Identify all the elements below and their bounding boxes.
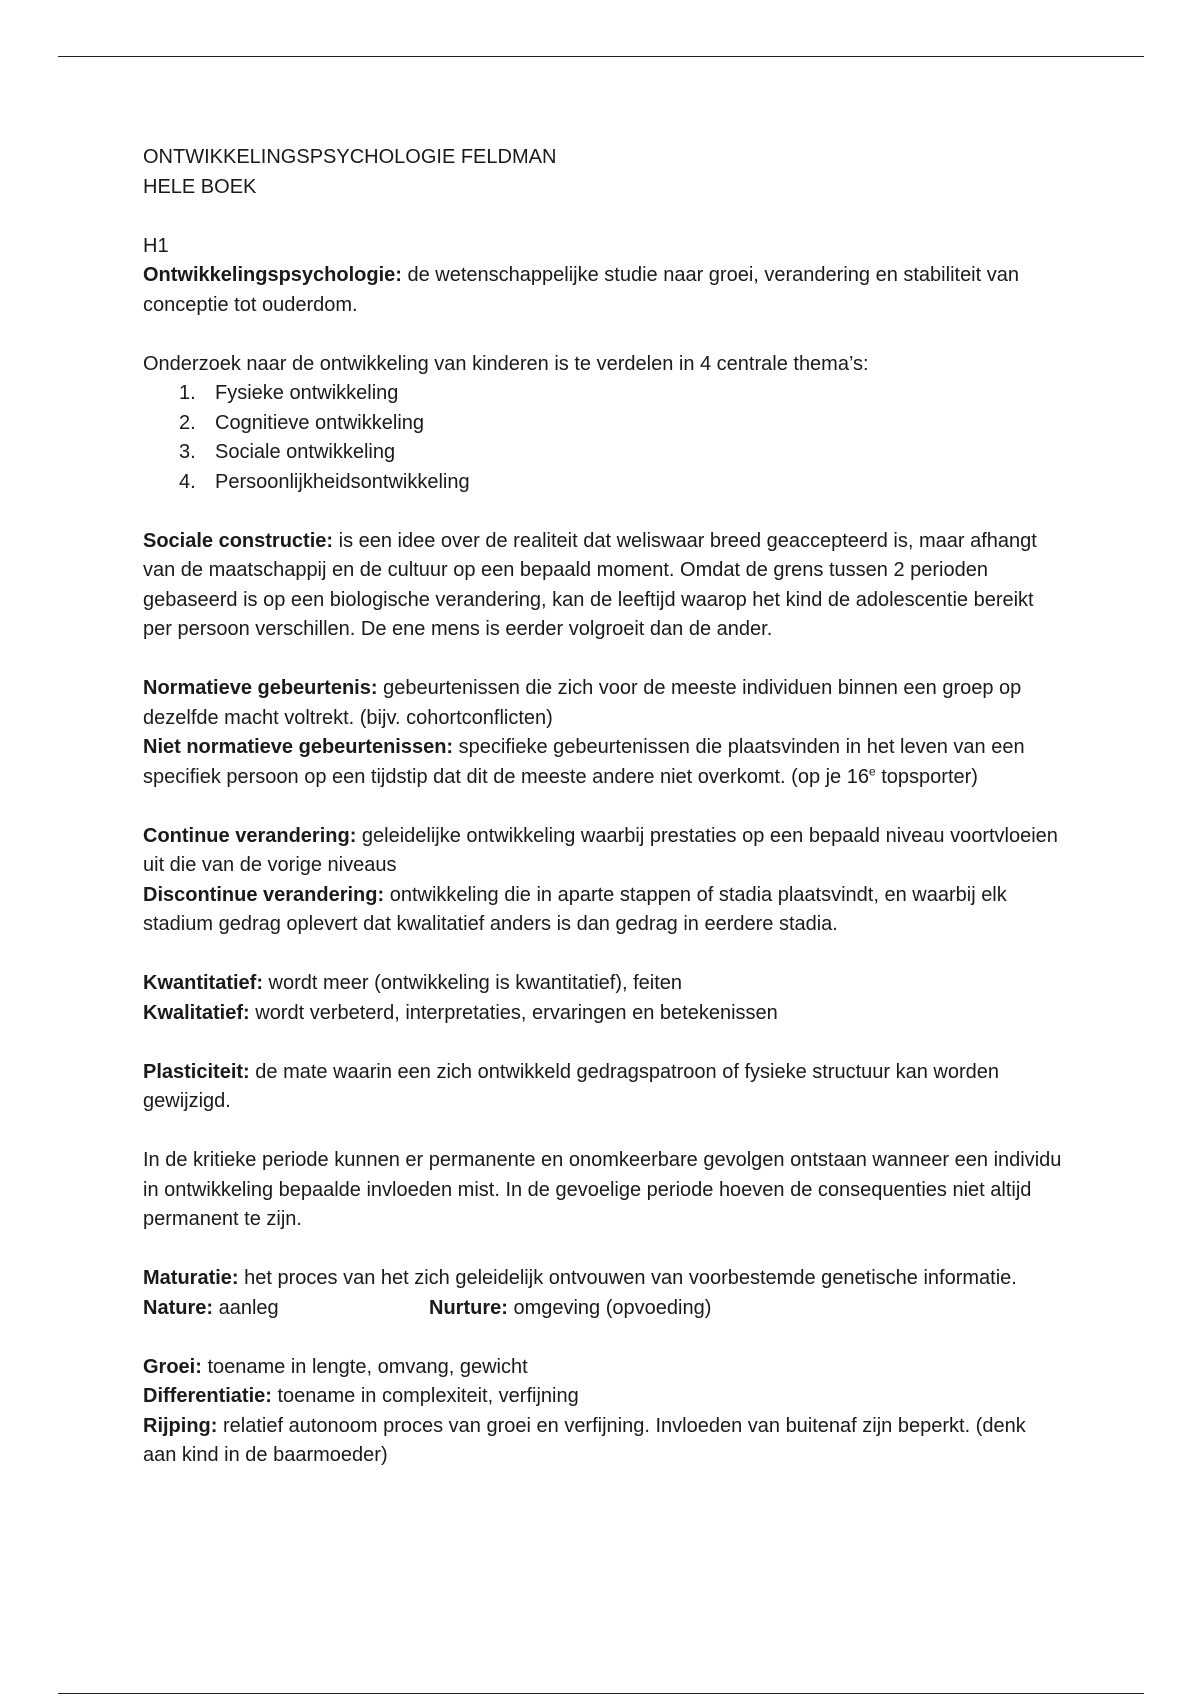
list-label: Fysieke ontwikkeling xyxy=(215,382,399,404)
definition-rijping xyxy=(143,1412,1063,1471)
definition-groei xyxy=(143,1353,1063,1383)
term: Nature: xyxy=(143,1296,214,1319)
definition-text: de wetenschappelijke studie naar groei, verandering en stabiliteit van conceptie tot ouderdom. xyxy=(143,264,1019,316)
definition-discontinue-verandering xyxy=(143,881,1063,940)
document-subtitle: HELE BOEK xyxy=(143,175,257,198)
definition-text: wordt verbeterd, interpretaties, ervaringen en betekenissen xyxy=(249,1001,778,1024)
chapter-heading: H1 xyxy=(143,234,169,257)
list-item xyxy=(143,409,1063,439)
top-rule xyxy=(58,56,1144,57)
list-item xyxy=(143,379,1063,409)
term: Kwantitatief: xyxy=(143,972,263,994)
definition-kwalitatief xyxy=(143,999,1063,1029)
bottom-rule xyxy=(58,1693,1144,1694)
definition-sociale-constructie xyxy=(143,527,1063,645)
list-number: 2. xyxy=(179,411,196,434)
list-item xyxy=(143,468,1063,498)
definition-text: toename in lengte, omvang, gewicht xyxy=(201,1355,528,1378)
term: Groei: xyxy=(143,1355,202,1378)
list-number: 3. xyxy=(179,441,196,463)
definition-normatieve-gebeurtenis xyxy=(143,674,1063,733)
kritieke-periode-paragraph: In de kritieke periode kunnen er permanente en onomkeerbare gevolgen ontstaan wanneer een individu in ontwikkeling bepaalde invloeden mist. In de gevoelige periode hoeven de consequenties niet altijd permanent te zijn. xyxy=(143,1149,1062,1230)
term: Maturatie: xyxy=(143,1267,239,1289)
definition-text: gebeurtenissen die zich voor de meeste individuen binnen een groep op dezelfde macht voltrekt. (bijv. cohortconflicten) xyxy=(143,677,1022,729)
definition-continue-verandering xyxy=(143,822,1063,881)
definition-nature xyxy=(143,1297,279,1319)
definition-text: aanleg xyxy=(213,1296,279,1319)
term: Kwalitatief: xyxy=(143,1001,250,1024)
definition-kwantitatief xyxy=(143,969,1063,999)
definition-text: is een idee over de realiteit dat weliswaar breed geaccepteerd is, maar afhangt van de maatschappij en de cultuur op een bepaald moment. Omdat de grens tussen 2 perioden gebaseerd is op een biologische verandering, kan de leeftijd waarop het kind de adolescentie bereikt per persoon verschillen. De ene mens is eerder volgroeit dan de ander. xyxy=(143,529,1037,640)
themes-intro: Onderzoek naar de ontwikkeling van kinderen is te verdelen in 4 centrale thema’s: xyxy=(143,352,869,375)
term: Sociale constructie: xyxy=(143,529,334,552)
superscript: e xyxy=(869,763,876,778)
definition-text: wordt meer (ontwikkeling is kwantitatief), feiten xyxy=(263,972,683,994)
definition-nurture xyxy=(429,1294,711,1324)
term: Continue verandering: xyxy=(143,824,357,847)
list-label: Cognitieve ontwikkeling xyxy=(215,411,425,434)
term: Rijping: xyxy=(143,1414,218,1437)
term: Plasticiteit: xyxy=(143,1060,250,1083)
term: Normatieve gebeurtenis: xyxy=(143,677,378,699)
term: Discontinue verandering: xyxy=(143,883,385,906)
definition-maturatie xyxy=(143,1264,1063,1294)
term: Ontwikkelingspsychologie: xyxy=(143,264,402,286)
document-body xyxy=(143,143,1063,1471)
term: Differentiatie: xyxy=(143,1385,272,1407)
list-label: Persoonlijkheidsontwikkeling xyxy=(215,470,470,493)
definition-plasticiteit xyxy=(143,1058,1063,1117)
definition-text-end: topsporter) xyxy=(875,765,978,788)
themes-list xyxy=(143,379,1063,497)
definition-ontwikkelingspsychologie xyxy=(143,261,1063,320)
definition-text: omgeving (opvoeding) xyxy=(507,1296,712,1319)
definition-text: het proces van het zich geleidelijk ontvouwen van voorbestemde genetische informatie. xyxy=(238,1267,1017,1289)
definition-text: relatief autonoom proces van groei en verfijning. Invloeden van buitenaf zijn beperkt. (denk aan kind in de baarmoeder) xyxy=(143,1414,1026,1466)
definition-text: geleidelijke ontwikkeling waarbij prestaties op een bepaald niveau voortvloeien uit die van de vorige niveaus xyxy=(143,824,1058,876)
list-label: Sociale ontwikkeling xyxy=(215,441,396,463)
definition-differentiatie xyxy=(143,1382,1063,1412)
list-item xyxy=(143,438,1063,468)
definition-niet-normatieve-gebeurtenissen xyxy=(143,733,1063,792)
definition-text: toename in complexiteit, verfijning xyxy=(271,1385,579,1407)
definition-text: ontwikkeling die in aparte stappen of stadia plaatsvindt, en waarbij elk stadium gedrag oplevert dat kwalitatief anders is dan gedrag in eerdere stadia. xyxy=(143,883,1007,935)
list-number: 4. xyxy=(179,470,196,493)
nature-nurture-row xyxy=(143,1294,1063,1324)
document-title: ONTWIKKELINGSPSYCHOLOGIE FELDMAN xyxy=(143,146,557,168)
term: Niet normatieve gebeurtenissen: xyxy=(143,736,454,758)
definition-text: de mate waarin een zich ontwikkeld gedragspatroon of fysieke structuur kan worden gewijzigd. xyxy=(143,1060,999,1112)
list-number: 1. xyxy=(179,382,196,404)
definition-text: specifieke gebeurtenissen die plaatsvinden in het leven van een specifiek persoon op een tijdstip dat dit de meeste andere niet overkomt. (op je 16 xyxy=(143,736,1025,788)
term: Nurture: xyxy=(429,1296,508,1319)
